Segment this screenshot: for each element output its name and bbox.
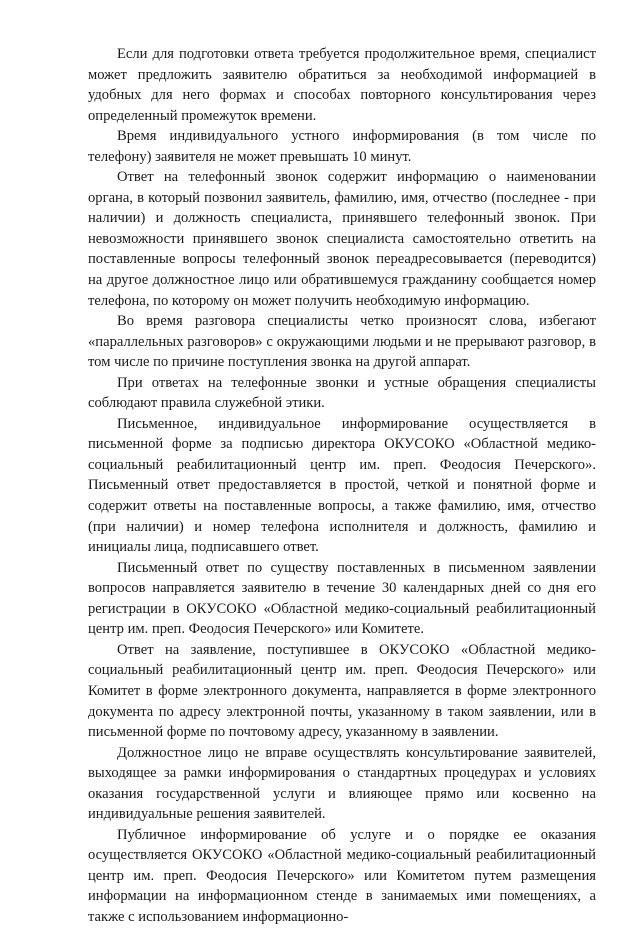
- paragraph-oral-duration: Время индивидуального устного информирования (в том числе по телефону) заявителя не может превышать 10 минут.: [88, 128, 596, 165]
- paragraph-written-deadline: Письменный ответ по существу поставленных в письменном заявлении вопросов направляется заявителю в течение 30 календарных дней со дня его регистрации в ОКУСОКО «Областной медико-социальный реабилитационный центр им. преп. Феодосия Печерского» или Комитете.: [88, 559, 596, 638]
- paragraph-electronic-reply: Ответ на заявление, поступившее в ОКУСОКО «Областной медико-социальный реабилитационный центр им. преп. Феодосия Печерского» или Комитет в форме электронного документа, направляется в форме электронного документа по адресу электронной почты, указанному в таком заявлении, или в письменной форме по почтовому адресу, указанному в заявлении.: [88, 641, 596, 741]
- paragraph-response-time: Если для подготовки ответа требуется продолжительное время, специалист может предложить заявителю обратиться за необходимой информацией в удобных для него формах и способах повторного консультирования через определенный промежуток времени.: [88, 46, 596, 124]
- paragraph-written-informing: Письменное, индивидуальное информирование осуществляется в письменной форме за подписью директора ОКУСОКО «Областной медико-социальный реабилитационный центр им. преп. Феодосия Печерского». Письменный ответ предоставляется в простой, четкой и понятной форме и содержит ответы на поставленные вопросы, а также фамилию, имя, отчество (при наличии) и номер телефона исполнителя и должность, фамилию и инициалы лица, подписавшего ответ.: [88, 415, 596, 556]
- paragraph-ethics: При ответах на телефонные звонки и устные обращения специалисты соблюдают правила служебной этики.: [88, 374, 596, 412]
- paragraph-public-informing: Публичное информирование об услуге и о порядке ее оказания осуществляется ОКУСОКО «Областной медико-социальный реабилитационный центр им. преп. Феодосия Печерского» или Комитетом путем размещения информации на информационном стенде в занимаемых ими помещениях, а также с использованием информационно-: [88, 826, 596, 925]
- paragraph-phone-answer: Ответ на телефонный звонок содержит информацию о наименовании органа, в который позвонил заявитель, фамилию, имя, отчество (последнее - при наличии) и должность специалиста, принявшего телефонный звонок. При невозможности принявшего звонок специалиста самостоятельно ответить на поставленные вопросы телефонный звонок переадресовывается (переводится) на другое должностное лицо или обратившемуся гражданину сообщается номер телефона, по которому он может получить необходимую информацию.: [88, 169, 596, 309]
- document-page: [88, 44, 596, 928]
- paragraph-conversation-rules: Во время разговора специалисты четко произносят слова, избегают «параллельных разговоров» с окружающими людьми и не прерывают разговор, в том числе по причине поступления звонка на другой аппарат.: [88, 313, 596, 371]
- paragraph-official-limits: Должностное лицо не вправе осуществлять консультирование заявителей, выходящее за рамки информирования о стандартных процедурах и условиях оказания государственной услуги и влияющее прямо или косвенно на индивидуальные решения заявителей.: [88, 744, 596, 823]
